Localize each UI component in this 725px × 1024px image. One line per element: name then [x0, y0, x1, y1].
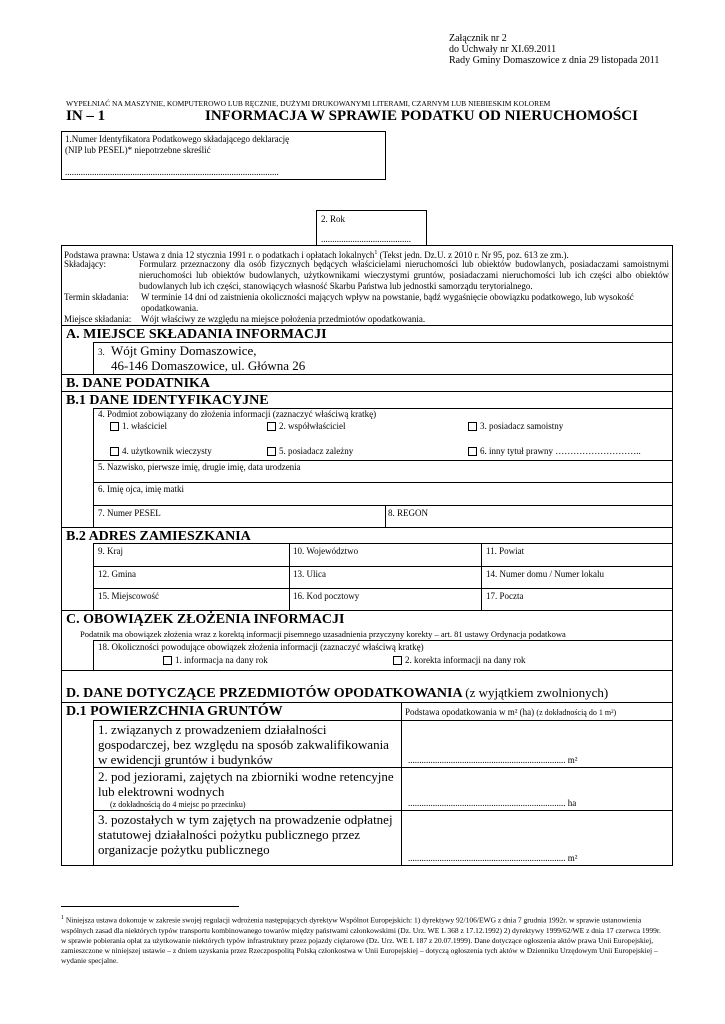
deadline-label: Termin składania:: [64, 292, 129, 302]
section-d1-title: D.1 POWIERZCHNIA GRUNTÓW: [66, 704, 283, 719]
option-perpetual-user[interactable]: 4. użytkownik wieczysty: [110, 446, 212, 457]
option-correction[interactable]: 2. korekta informacji na dany rok: [393, 655, 525, 666]
nip-dots: ...............................................................................................: [65, 167, 279, 177]
checkbox[interactable]: [393, 656, 402, 665]
option-dependent-holder[interactable]: 5. posiadacz zależny: [267, 446, 353, 457]
checkbox[interactable]: [163, 656, 172, 665]
field-17-post-office[interactable]: 17. Poczta: [486, 591, 524, 601]
option-independent-holder[interactable]: 3. posiadacz samoistny: [468, 421, 563, 432]
place-text: Wójt właściwy ze względu na miejsce położenia przedmiotów opodatkowania.: [141, 314, 426, 324]
checkbox[interactable]: [468, 447, 477, 456]
option-annual-info[interactable]: 1. informacja na dany rok: [163, 655, 268, 666]
annex-line-3: Rady Gminy Domaszowice z dnia 29 listopada 2011: [449, 55, 660, 66]
nip-pesel-box[interactable]: [61, 131, 386, 180]
legal-basis: Podstawa prawna: Ustawa z dnia 12 stycznia 1991 r. o podatkach i opłatach lokalnych$^1$ (Tekst jedn. Dz.U. z 2010 r. Nr 95, poz. 613 ze zm.).: [64, 250, 569, 260]
place-label: Miejsce składania:: [64, 314, 132, 324]
section-b-title: B. DANE PODATNIKA: [66, 376, 211, 391]
annex-line-1: Załącznik nr 2: [449, 33, 507, 44]
tax-base-header: Podstawa opodatkowania w m² (ha) (z dokładnością do 1 m²): [405, 707, 617, 717]
land-row-other-label: 3. pozostałych w tym zajętych na prowadzenie odpłatnej statutowej działalności pożytku publicznego przez organizacje pożytku publicznego: [98, 812, 393, 857]
field-13-street[interactable]: 13. Ulica: [293, 569, 326, 579]
field-15-locality[interactable]: 15. Miejscowość: [98, 591, 159, 601]
correction-note: Podatnik ma obowiązek złożenia wraz z korektą informacji pisemnego uzasadnienia przyczyny korekty – art. 81 ustawy Ordynacja podatkowa: [80, 629, 566, 639]
footnote: $^1$ Niniejsza ustawa dokonuje w zakresie swojej regulacji wdrożenia następujących dyrektyw Wspólnot Europejskich: 1) dyrektywy 92/106/EWG z dnia 7 grudnia 1992r. w sprawie ustanowienia wspólnych zasad dla niektórych typów transportu kombinowanego towarów między państwami członkowskimi (Dz. Urz. WE L 368 z 17.12.1992) 2) dyrektywy 1999/62/WE z dnia 17 czerwca 1999r. w sprawie pobierania opłat za użytkowanie niektórych typów infrastruktury przez pojazdy ciężarowe (Dz. Urz. WE L 187 z 20.07.1999). Dane dotyczące ogłoszenia aktów prawa Unii Europejskiej, zamieszczone w niniejszej ustawie – z dniem uzyskania przez Rzeczpospolitą Polską członkostwa w Unii Europejskiej – dotyczą ogłoszenia tych aktów w Dzienniku Urzędowym Unii Europejskiej – wydanie specjalne.: [61, 915, 661, 965]
checkbox[interactable]: [468, 422, 477, 431]
checkbox[interactable]: [267, 447, 276, 456]
annex-line-2: do Uchwały nr XI.69.2011: [449, 44, 557, 55]
land-row-water-note: (z dokładnością do 4 miejsc po przecinku): [110, 800, 246, 809]
office-address: 46-146 Domaszowice, ul. Główna 26: [111, 358, 306, 373]
fill-instruction: WYPEŁNIAĆ NA MASZYNIE, KOMPUTEROWO LUB RĘCZNIE, DUŻYMI DRUKOWANYMI LITERAMI, CZARNYM LUB NIEBIESKIM KOLOREM: [66, 99, 551, 108]
office-name: Wójt Gminy Domaszowice,: [111, 343, 257, 358]
field-8-regon[interactable]: 8. REGON: [388, 508, 428, 518]
field-7-pesel[interactable]: 7. Numer PESEL: [98, 508, 161, 518]
field-10-voivodeship[interactable]: 10. Województwo: [293, 546, 359, 556]
land-row-business-label: 1. związanych z prowadzeniem działalności gospodarczej, bez względu na sposób zakwalifikowania w ewidencji gruntów i budynków: [98, 722, 389, 767]
field-4-label: 4. Podmiot zobowiązany do złożenia informacji (zaznaczyć właściwą kratkę): [98, 409, 377, 419]
option-co-owner[interactable]: 2. współwłaściciel: [267, 421, 346, 432]
field-3-number: 3.: [98, 347, 105, 357]
filer-text: Formularz przeznaczony dla osób fizycznych będących właścicielami nieruchomości lub obiektów budowlanych, posiadaczami samoistnymi nieruchomości lub obiektów budowlanych, użytkownikami wieczystymi gruntów, posiadaczami nieruchomości lub ich części albo obiektów budowlanych lub ich części, stanowiących własność Skarbu Państwa lub jednostki samorządu terytorialnego.: [139, 259, 669, 291]
form-code: IN – 1: [66, 108, 106, 124]
field-9-country[interactable]: 9. Kraj: [98, 546, 123, 556]
section-d-title: D. DANE DOTYCZĄCE PRZEDMIOTÓW OPODATKOWANIA (z wyjątkiem zwolnionych): [66, 685, 609, 701]
option-owner[interactable]: 1. właściciel: [110, 421, 167, 432]
year-label: 2. Rok: [321, 214, 346, 224]
year-box[interactable]: [316, 210, 427, 245]
section-c-title: C. OBOWIĄZEK ZŁOŻENIA INFORMACJI: [66, 612, 345, 627]
year-dots: ........................................: [321, 234, 411, 244]
land-row-other-input[interactable]: ...................................................................... m²: [408, 853, 578, 863]
land-row-business-input[interactable]: ...................................................................... m²: [408, 755, 578, 765]
field-16-postal-code[interactable]: 16. Kod pocztowy: [293, 591, 360, 601]
field-14-house-number[interactable]: 14. Numer domu / Numer lokalu: [486, 569, 604, 579]
land-row-water-input[interactable]: ...................................................................... ha: [408, 798, 577, 808]
section-b1-title: B.1 DANE IDENTYFIKACYJNE: [66, 393, 269, 408]
form-title: INFORMACJA W SPRAWIE PODATKU OD NIERUCHOMOŚCI: [205, 108, 638, 124]
checkbox[interactable]: [267, 422, 276, 431]
checkbox[interactable]: [110, 422, 119, 431]
option-other-title[interactable]: 6. inny tytuł prawny ………………………..: [468, 446, 641, 457]
field-12-commune[interactable]: 12. Gmina: [98, 569, 136, 579]
field-6-parents[interactable]: 6. Imię ojca, imię matki: [98, 484, 184, 494]
field-18-label: 18. Okoliczności powodujące obowiązek złożenia informacji (zaznaczyć właściwą kratkę): [98, 642, 424, 652]
nip-sublabel: (NIP lub PESEL)* niepotrzebne skreślić: [65, 145, 211, 155]
filer-label: Składający:: [64, 259, 106, 269]
field-5-name[interactable]: 5. Nazwisko, pierwsze imię, drugie imię, data urodzenia: [98, 462, 301, 472]
land-row-water-label: 2. pod jeziorami, zajętych na zbiorniki wodne retencyjne lub elektrowni wodnych: [98, 769, 394, 799]
section-b2-title: B.2 ADRES ZAMIESZKANIA: [66, 529, 251, 544]
nip-label: 1.Numer Identyfikatora Podatkowego składającego deklarację: [65, 134, 290, 144]
section-a-title: A. MIEJSCE SKŁADANIA INFORMACJI: [66, 327, 327, 342]
deadline-text: W terminie 14 dni od zaistnienia okoliczności mających wpływ na powstanie, bądź wygaśnięcie obowiązku podatkowego, lub wysokość opodatkowania.: [141, 292, 634, 313]
checkbox[interactable]: [110, 447, 119, 456]
field-11-county[interactable]: 11. Powiat: [486, 546, 525, 556]
